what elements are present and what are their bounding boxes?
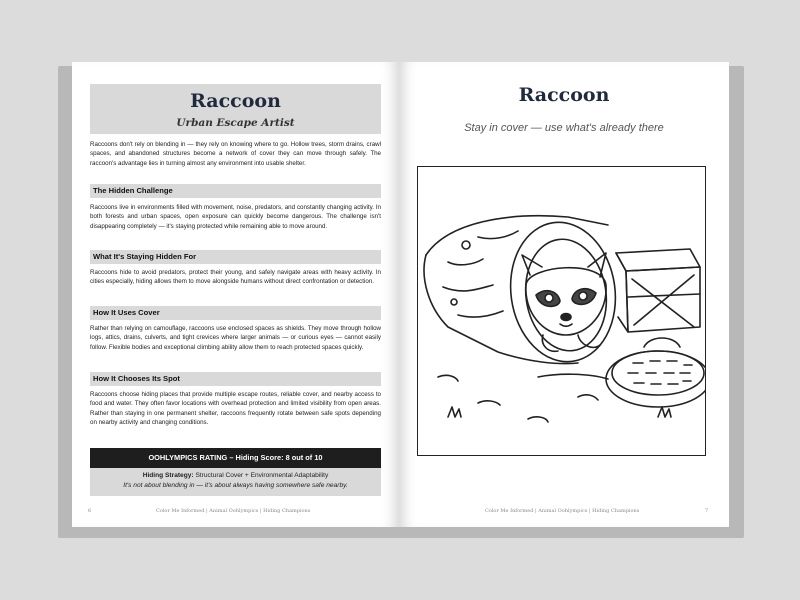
intro-paragraph: Raccoons don't rely on blending in — they rely on knowing where to go. Hollow trees, storm drains, crawl spaces, and abandoned structures become a network of cover they can move through safely. The raccoon's advantage lies in turning almost any environment into usable shelter. — [90, 141, 381, 167]
page-number: 7 — [705, 508, 709, 514]
strategy-label: Hiding Strategy: — [142, 472, 194, 479]
section-heading: What It's Staying Hidden For — [90, 250, 381, 264]
section-text: Rather than relying on camouflage, raccoons use enclosed spaces as shields. They move through hollow logs, attics, drains, culverts, and tight crevices where larger animals — or curious eyes — cannot easily follow. Flexible bodies and exceptional climbing ability allow them to reach protected spaces quickly. — [90, 325, 381, 351]
raccoon-drawing — [522, 253, 606, 351]
page-tagline: Stay in cover — use what's already there — [464, 122, 664, 134]
section-text: Raccoons live in environments filled with movement, noise, predators, and constantly changing activity. In both forests and urban spaces, open exposure can quickly become dangerous. The challenge isn't disappearing completely — it's staying protected while remaining able to move around. — [90, 204, 381, 230]
page-footer: Color Me Informed | Animal Oohlympics | Hiding Champions — [156, 508, 311, 514]
page-number: 6 — [88, 508, 92, 514]
section-text: Raccoons choose hiding places that provide multiple escape routes, reliable cover, and nearby access to food and water. They often favor locations with overhead protection and limited visibility from open areas. Rather than staying in one permanent shelter, raccoons frequently rotate between safe spots depending on nearby activity and changing conditions. — [90, 391, 381, 427]
raccoon-in-log-illustration — [418, 167, 705, 455]
section-heading: How It Uses Cover — [90, 306, 381, 320]
ground-details-drawing — [438, 374, 671, 422]
right-page — [399, 62, 729, 527]
rating-banner: OOHLYMPICS RATING – Hiding Score: 8 out of 10 — [90, 448, 381, 468]
title-block — [90, 84, 381, 134]
section-text: Raccoons hide to avoid predators, protect their young, and safely navigate areas with heavy activity. In cities especially, hiding allows them to move alongside humans without direct confrontation or detection. — [90, 269, 381, 286]
section-heading: The Hidden Challenge — [90, 184, 381, 198]
page-title: Raccoon — [190, 90, 281, 112]
wooden-crate-drawing — [616, 249, 700, 332]
left-page — [72, 62, 399, 527]
section-heading: How It Chooses Its Spot — [90, 372, 381, 386]
storm-drain-grate-drawing — [606, 338, 705, 407]
strategy-box — [90, 468, 381, 496]
page-footer: Color Me Informed | Animal Oohlympics | Hiding Champions — [485, 508, 640, 514]
coloring-illustration-frame — [417, 166, 706, 456]
strategy-line — [90, 472, 381, 479]
strategy-quote: It's not about blending in — it's about always having somewhere safe nearby. — [123, 482, 348, 489]
page-title: Raccoon — [518, 84, 610, 106]
strategy-value: Structural Cover + Environmental Adaptability — [195, 472, 329, 479]
page-subtitle: Urban Escape Artist — [176, 117, 295, 129]
